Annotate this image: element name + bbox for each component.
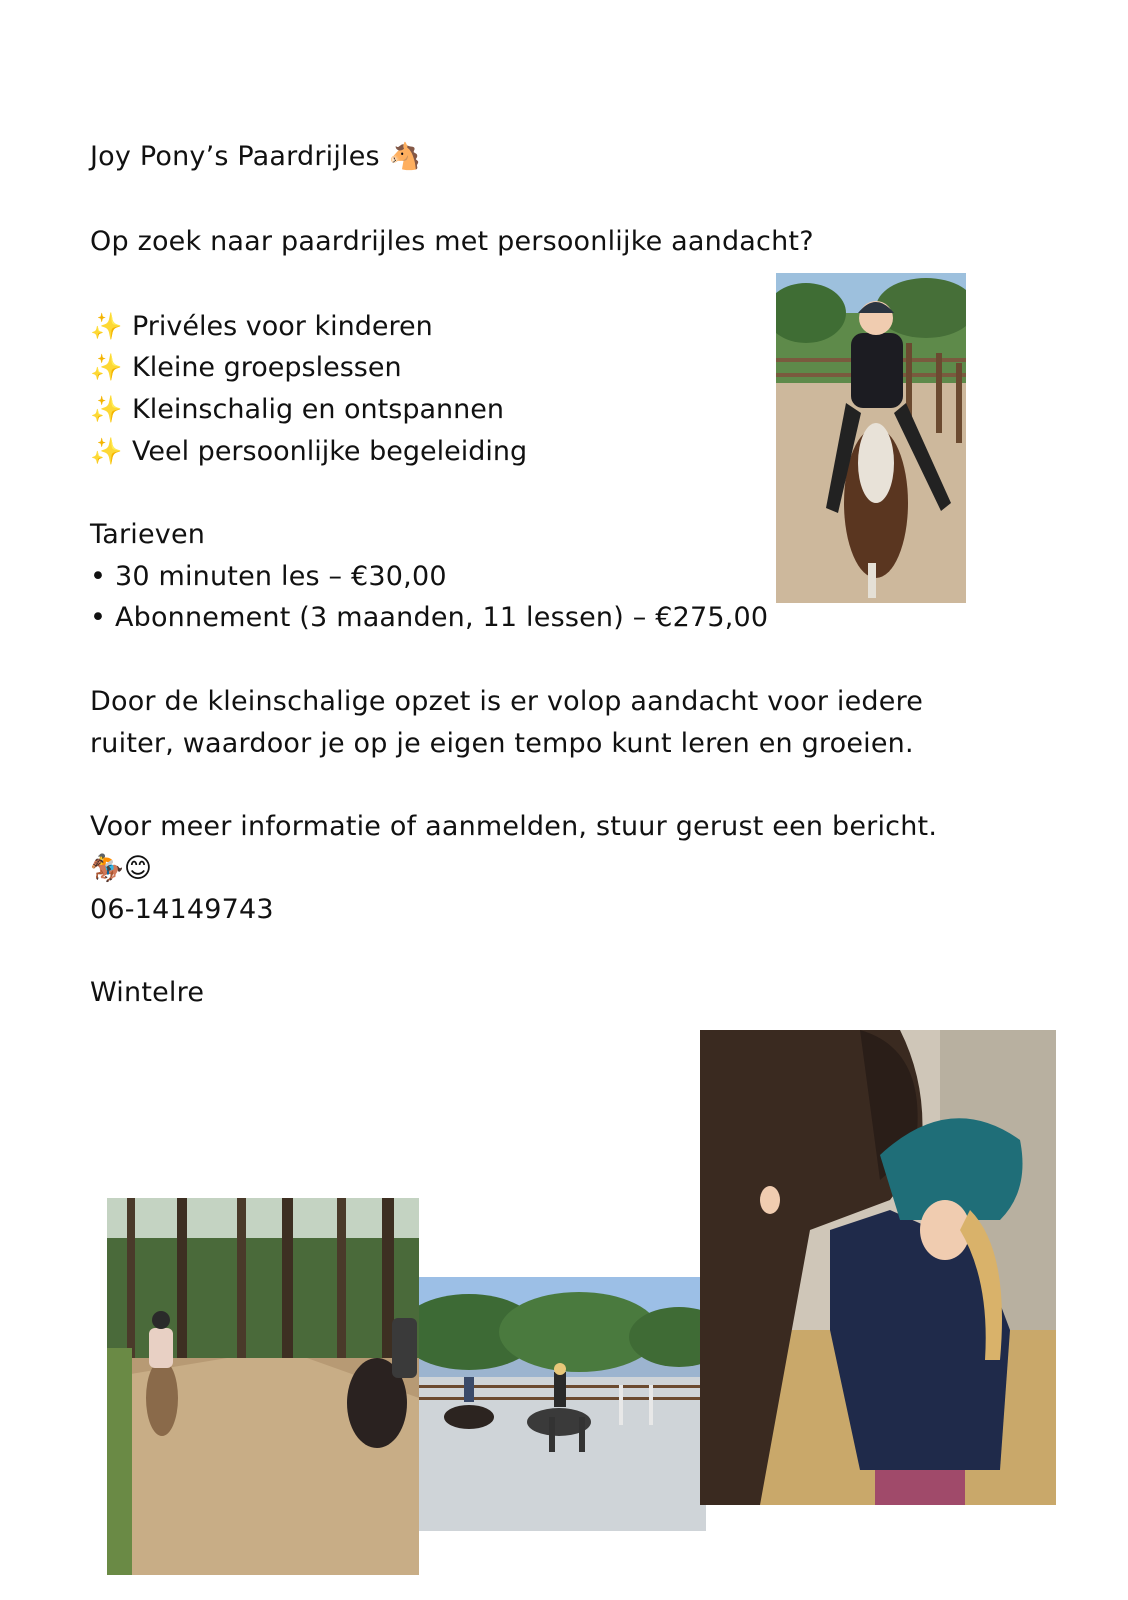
location: Wintelre <box>90 977 205 1008</box>
feature-label: Kleinschalig en ontspannen <box>132 394 504 425</box>
feature-label: Kleine groepslessen <box>132 352 402 383</box>
horse-face-icon: 🐴 <box>388 142 422 172</box>
headline: Op zoek naar paardrijles met persoonlijke aandacht? <box>90 226 814 257</box>
sparkles-icon: ✨ <box>90 437 123 467</box>
feature-label: Privéles voor kinderen <box>132 311 433 342</box>
photo-forest-ride <box>107 1198 419 1575</box>
flyer-title <box>90 137 421 177</box>
rates-heading: Tarieven <box>90 519 206 550</box>
phone-number[interactable]: 06-14149743 <box>90 894 274 925</box>
contact-text: Voor meer informatie of aanmelden, stuur gerust een bericht. <box>90 811 938 842</box>
rate-label: Abonnement (3 maanden, 11 lessen) – €275,00 <box>114 602 769 633</box>
bullet: • <box>90 602 107 633</box>
feature-item <box>90 348 402 388</box>
bullet: • <box>90 561 107 592</box>
sparkles-icon: ✨ <box>90 395 123 425</box>
rate-item <box>90 598 768 638</box>
rate-label: 30 minuten les – €30,00 <box>114 561 447 592</box>
feature-item <box>90 390 504 430</box>
feature-label: Veel persoonlijke begeleiding <box>132 436 528 467</box>
photo-child-grooming <box>700 1030 1056 1505</box>
description-line: Door de kleinschalige opzet is er volop aandacht voor iedere <box>90 686 924 717</box>
photo-child-riding-arena <box>776 273 966 603</box>
title-text: Joy Pony’s Paardrijles <box>90 141 380 172</box>
horse-racing-smile-icons: 🏇😊 <box>90 853 153 884</box>
feature-item <box>90 432 527 472</box>
sparkles-icon: ✨ <box>90 312 123 342</box>
sparkles-icon: ✨ <box>90 353 123 383</box>
feature-item <box>90 307 433 347</box>
description-line: ruiter, waardoor je op je eigen tempo kunt leren en groeien. <box>90 728 914 759</box>
photo-group-lesson <box>419 1277 706 1531</box>
rate-item <box>90 557 447 597</box>
